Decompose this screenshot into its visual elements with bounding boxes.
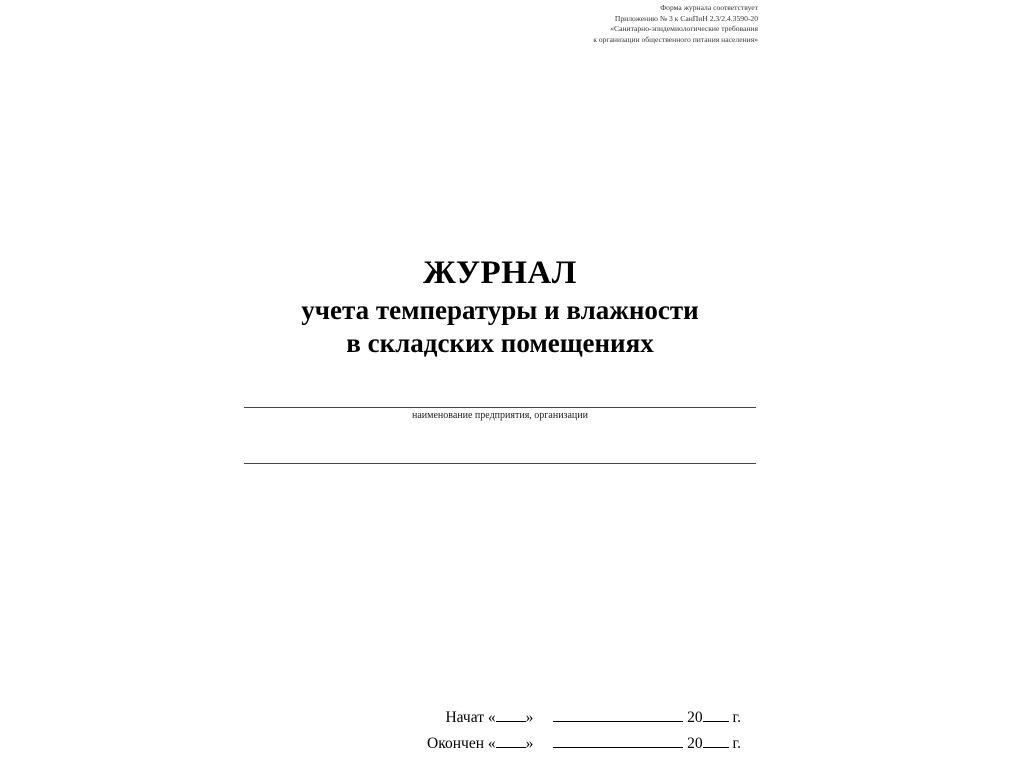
- open-quote: «: [487, 735, 496, 752]
- end-year-blank: [703, 734, 729, 748]
- document-subtitle-line-1: учета температуры и влажности: [301, 295, 699, 325]
- document-subtitle-line-2: в складских помещениях: [346, 328, 654, 358]
- start-date-row: [420, 708, 762, 727]
- end-year-suffix: г.: [732, 735, 741, 752]
- start-date-label: Начат: [445, 709, 484, 726]
- end-month-blank: [553, 734, 683, 748]
- compliance-note-line: к организации общественного питания населения»: [593, 34, 758, 44]
- start-year-blank: [703, 708, 729, 722]
- organization-name-line: [244, 407, 756, 408]
- title-block: [244, 252, 756, 360]
- compliance-note-line: Форма журнала соответствует: [660, 3, 758, 12]
- organization-extra-line: [244, 463, 756, 464]
- compliance-note: [498, 3, 758, 45]
- close-quote: »: [525, 735, 534, 752]
- open-quote: «: [487, 709, 496, 726]
- organization-caption: наименование предприятия, организации: [412, 410, 588, 421]
- start-day-blank: [496, 708, 526, 722]
- compliance-note-line: «Санитарно-эпидемиологические требования: [610, 24, 758, 33]
- start-month-blank: [553, 708, 683, 722]
- start-century: 20: [687, 709, 703, 726]
- end-date-label: Окончен: [427, 735, 484, 752]
- document-title: ЖУРНАЛ: [423, 255, 577, 291]
- end-date-row: [420, 734, 762, 753]
- end-day-blank: [496, 734, 526, 748]
- start-year-suffix: г.: [732, 709, 741, 726]
- end-century: 20: [687, 735, 703, 752]
- compliance-note-line: Приложению № 3 к СанПиН 2.3/2.4.3590-20: [614, 13, 758, 23]
- close-quote: »: [525, 709, 534, 726]
